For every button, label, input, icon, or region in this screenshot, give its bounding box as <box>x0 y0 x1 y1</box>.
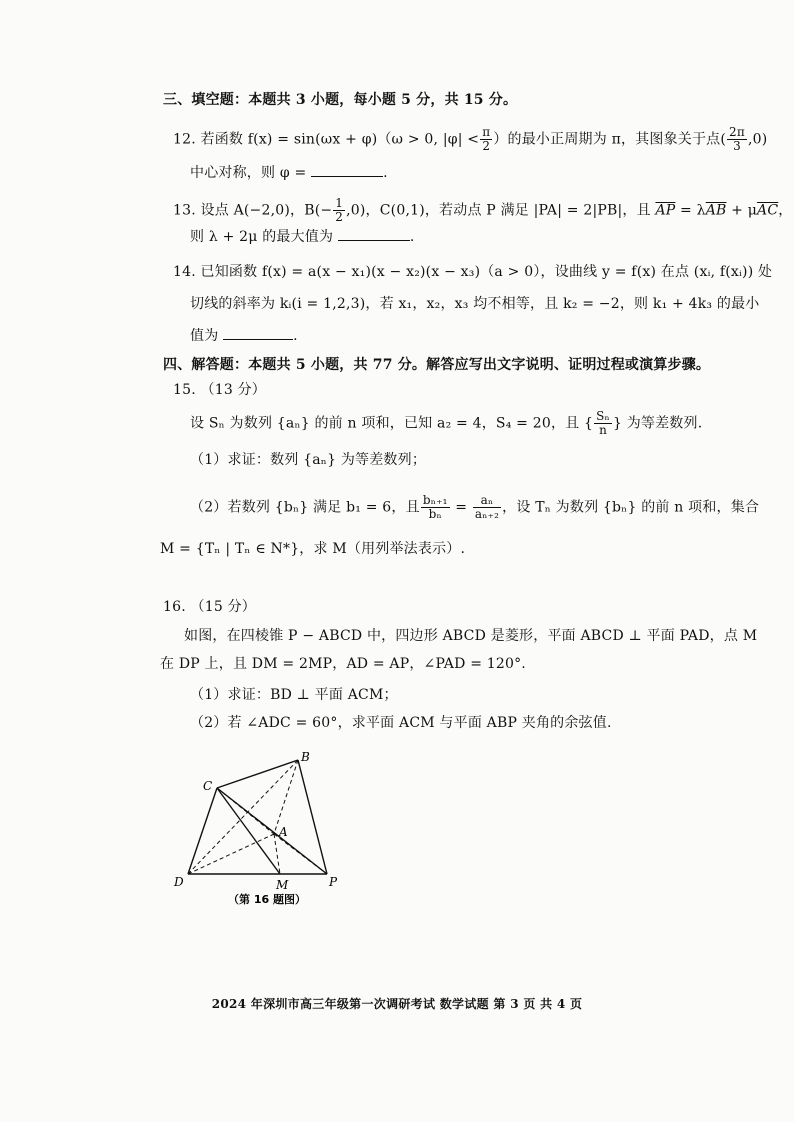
frac-numerator: Sₙ <box>596 409 610 423</box>
question-13-line2 <box>190 226 415 247</box>
question-15-stem-a: 设 Sₙ 为数列 {aₙ} 的前 n 项和，已知 a₂ = 4，S₄ = 20，且 { <box>190 415 594 432</box>
page-footer: 2024 年深圳市高三年级第一次调研考试 数学试题 第 3 页 共 4 页 <box>211 997 583 1011</box>
question-15-part1: （1）求证：数列 {aₙ} 为等差数列； <box>190 452 427 468</box>
pyramid-figure <box>170 752 350 912</box>
frac-numerator: 1 <box>335 196 344 210</box>
question-13-line1 <box>173 197 792 224</box>
label-D: D <box>174 875 184 889</box>
frac-numerator: aₙ <box>473 494 501 508</box>
question-13-text-line2: 则 λ + 2μ 的最大值为 <box>190 229 334 245</box>
question-13-text-b: ,0)，C(0,1)，若动点 P 满足 |PA| = 2|PB|，且 <box>346 202 651 219</box>
question-15-frac-a-ratio <box>473 494 501 521</box>
frac-denominator: aₙ₊₂ <box>474 507 500 521</box>
question-15-part2-b: ，设 Tₙ 为数列 {bₙ} 的前 n 项和，集合 <box>502 499 760 516</box>
question-15-stem <box>190 410 702 437</box>
question-12-period: . <box>383 165 388 181</box>
frac-denominator: n <box>599 423 608 437</box>
question-14-number: 14. <box>173 264 196 280</box>
label-P: P <box>329 875 338 889</box>
question-12-text-b: ）的最小正周期为 π，其图象关于点( <box>493 131 727 148</box>
vector-AB: $\overline{AB}$ <box>705 202 727 219</box>
question-15-part2-line2: M = {Tₙ | Tₙ ∈ N*}，求 M（用列举法表示）. <box>160 541 466 557</box>
question-12-frac-2pi-over-3 <box>727 126 747 153</box>
question-13-text-a: 设点 A(−2,0)，B(− <box>200 202 333 219</box>
question-13-comma: ， <box>778 202 793 219</box>
question-16-stem-line2: 在 DP 上，且 DM = 2MP，AD = AP，∠PAD = 120°. <box>160 656 526 672</box>
frac-numerator: bₙ₊₁ <box>422 493 448 507</box>
question-15-frac-Sn-over-n <box>594 410 612 437</box>
frac-denominator: 2 <box>335 210 344 224</box>
label-M: M <box>276 878 289 892</box>
question-14-text-line1: 已知函数 f(x) = a(x − x₁)(x − x₂)(x − x₃)（a > 0），设曲线 y = f(x) 在点 (xᵢ, f(xᵢ)) 处 <box>200 264 773 280</box>
question-13-plus: + μ <box>726 202 758 219</box>
edge-BP <box>298 760 327 874</box>
question-14-line2: 切线的斜率为 kᵢ(i = 1,2,3)，若 x₁，x₂，x₃ 均不相等，且 k₂ = −2，则 k₁ + 4k₃ 的最小 <box>190 296 760 312</box>
question-14-text-line3: 值为 <box>190 328 219 344</box>
answer-blank-14[interactable] <box>223 325 293 340</box>
hidden-BA <box>274 760 298 834</box>
hidden-DA <box>188 834 274 874</box>
frac-numerator: 2π <box>729 125 745 139</box>
question-15-frac-b-ratio <box>421 494 450 521</box>
question-16-part2: （2）若 ∠ADC = 60°，求平面 ACM 与平面 ABP 夹角的余弦值. <box>190 715 612 731</box>
label-B: B <box>301 752 310 764</box>
frac-denominator: 3 <box>733 139 741 153</box>
label-A: A <box>279 825 288 839</box>
question-12-text-line2: 中心对称，则 φ = <box>190 165 307 181</box>
figure-caption: （第 16 题图） <box>228 893 306 906</box>
question-12-frac-pi-over-2 <box>480 126 492 153</box>
question-12-line1 <box>173 126 767 153</box>
question-16-head: 16. （15 分） <box>163 599 256 615</box>
vector-AC: $\overline{AC}$ <box>757 202 779 219</box>
question-15-part2-a: （2）若数列 {bₙ} 满足 b₁ = 6，且 <box>190 499 420 516</box>
hidden-DB <box>188 760 298 874</box>
edge-DC <box>188 788 217 874</box>
edge-CB <box>217 760 298 788</box>
frac-denominator: bₙ <box>428 507 442 521</box>
section3-heading: 三、填空题：本题共 3 小题，每小题 5 分，共 15 分。 <box>163 92 518 108</box>
question-14-period: . <box>293 328 298 344</box>
question-13-number: 13. <box>173 202 196 219</box>
question-14-line1 <box>173 262 772 282</box>
question-12-line2 <box>190 162 388 183</box>
question-12-number: 12. <box>173 131 196 148</box>
question-15-part2-line1 <box>190 494 759 521</box>
question-14-line3 <box>190 325 298 346</box>
segment-CM <box>217 788 280 874</box>
question-13-frac-half <box>333 197 345 224</box>
section4-heading: 四、解答题：本题共 5 小题，共 77 分。解答应写出文字说明、证明过程或演算步骤。 <box>163 357 711 373</box>
answer-blank-13[interactable] <box>338 226 410 241</box>
vector-AP: $\overline{AP}$ <box>655 202 676 219</box>
question-15-head: 15. （13 分） <box>173 382 266 398</box>
label-C: C <box>203 779 213 793</box>
question-12-text-c: ,0) <box>747 131 768 148</box>
frac-denominator: 2 <box>482 139 491 153</box>
question-16-part1: （1）求证：BD ⊥ 平面 ACM； <box>190 687 398 703</box>
question-12-text-a: 若函数 f(x) = sin(ωx + φ)（ω > 0, |φ| < <box>200 131 480 148</box>
question-15-stem-b: } 为等差数列. <box>612 415 703 432</box>
question-13-period: . <box>409 229 415 245</box>
question-15-part2-eq: = <box>450 499 472 516</box>
question-13-eq: = λ <box>675 202 706 219</box>
question-16-stem-line1: 如图，在四棱锥 P − ABCD 中，四边形 ABCD 是菱形，平面 ABCD ⊥ 平面 PAD，点 M <box>184 628 758 644</box>
frac-numerator: π <box>482 125 491 139</box>
answer-blank-12[interactable] <box>311 162 383 177</box>
